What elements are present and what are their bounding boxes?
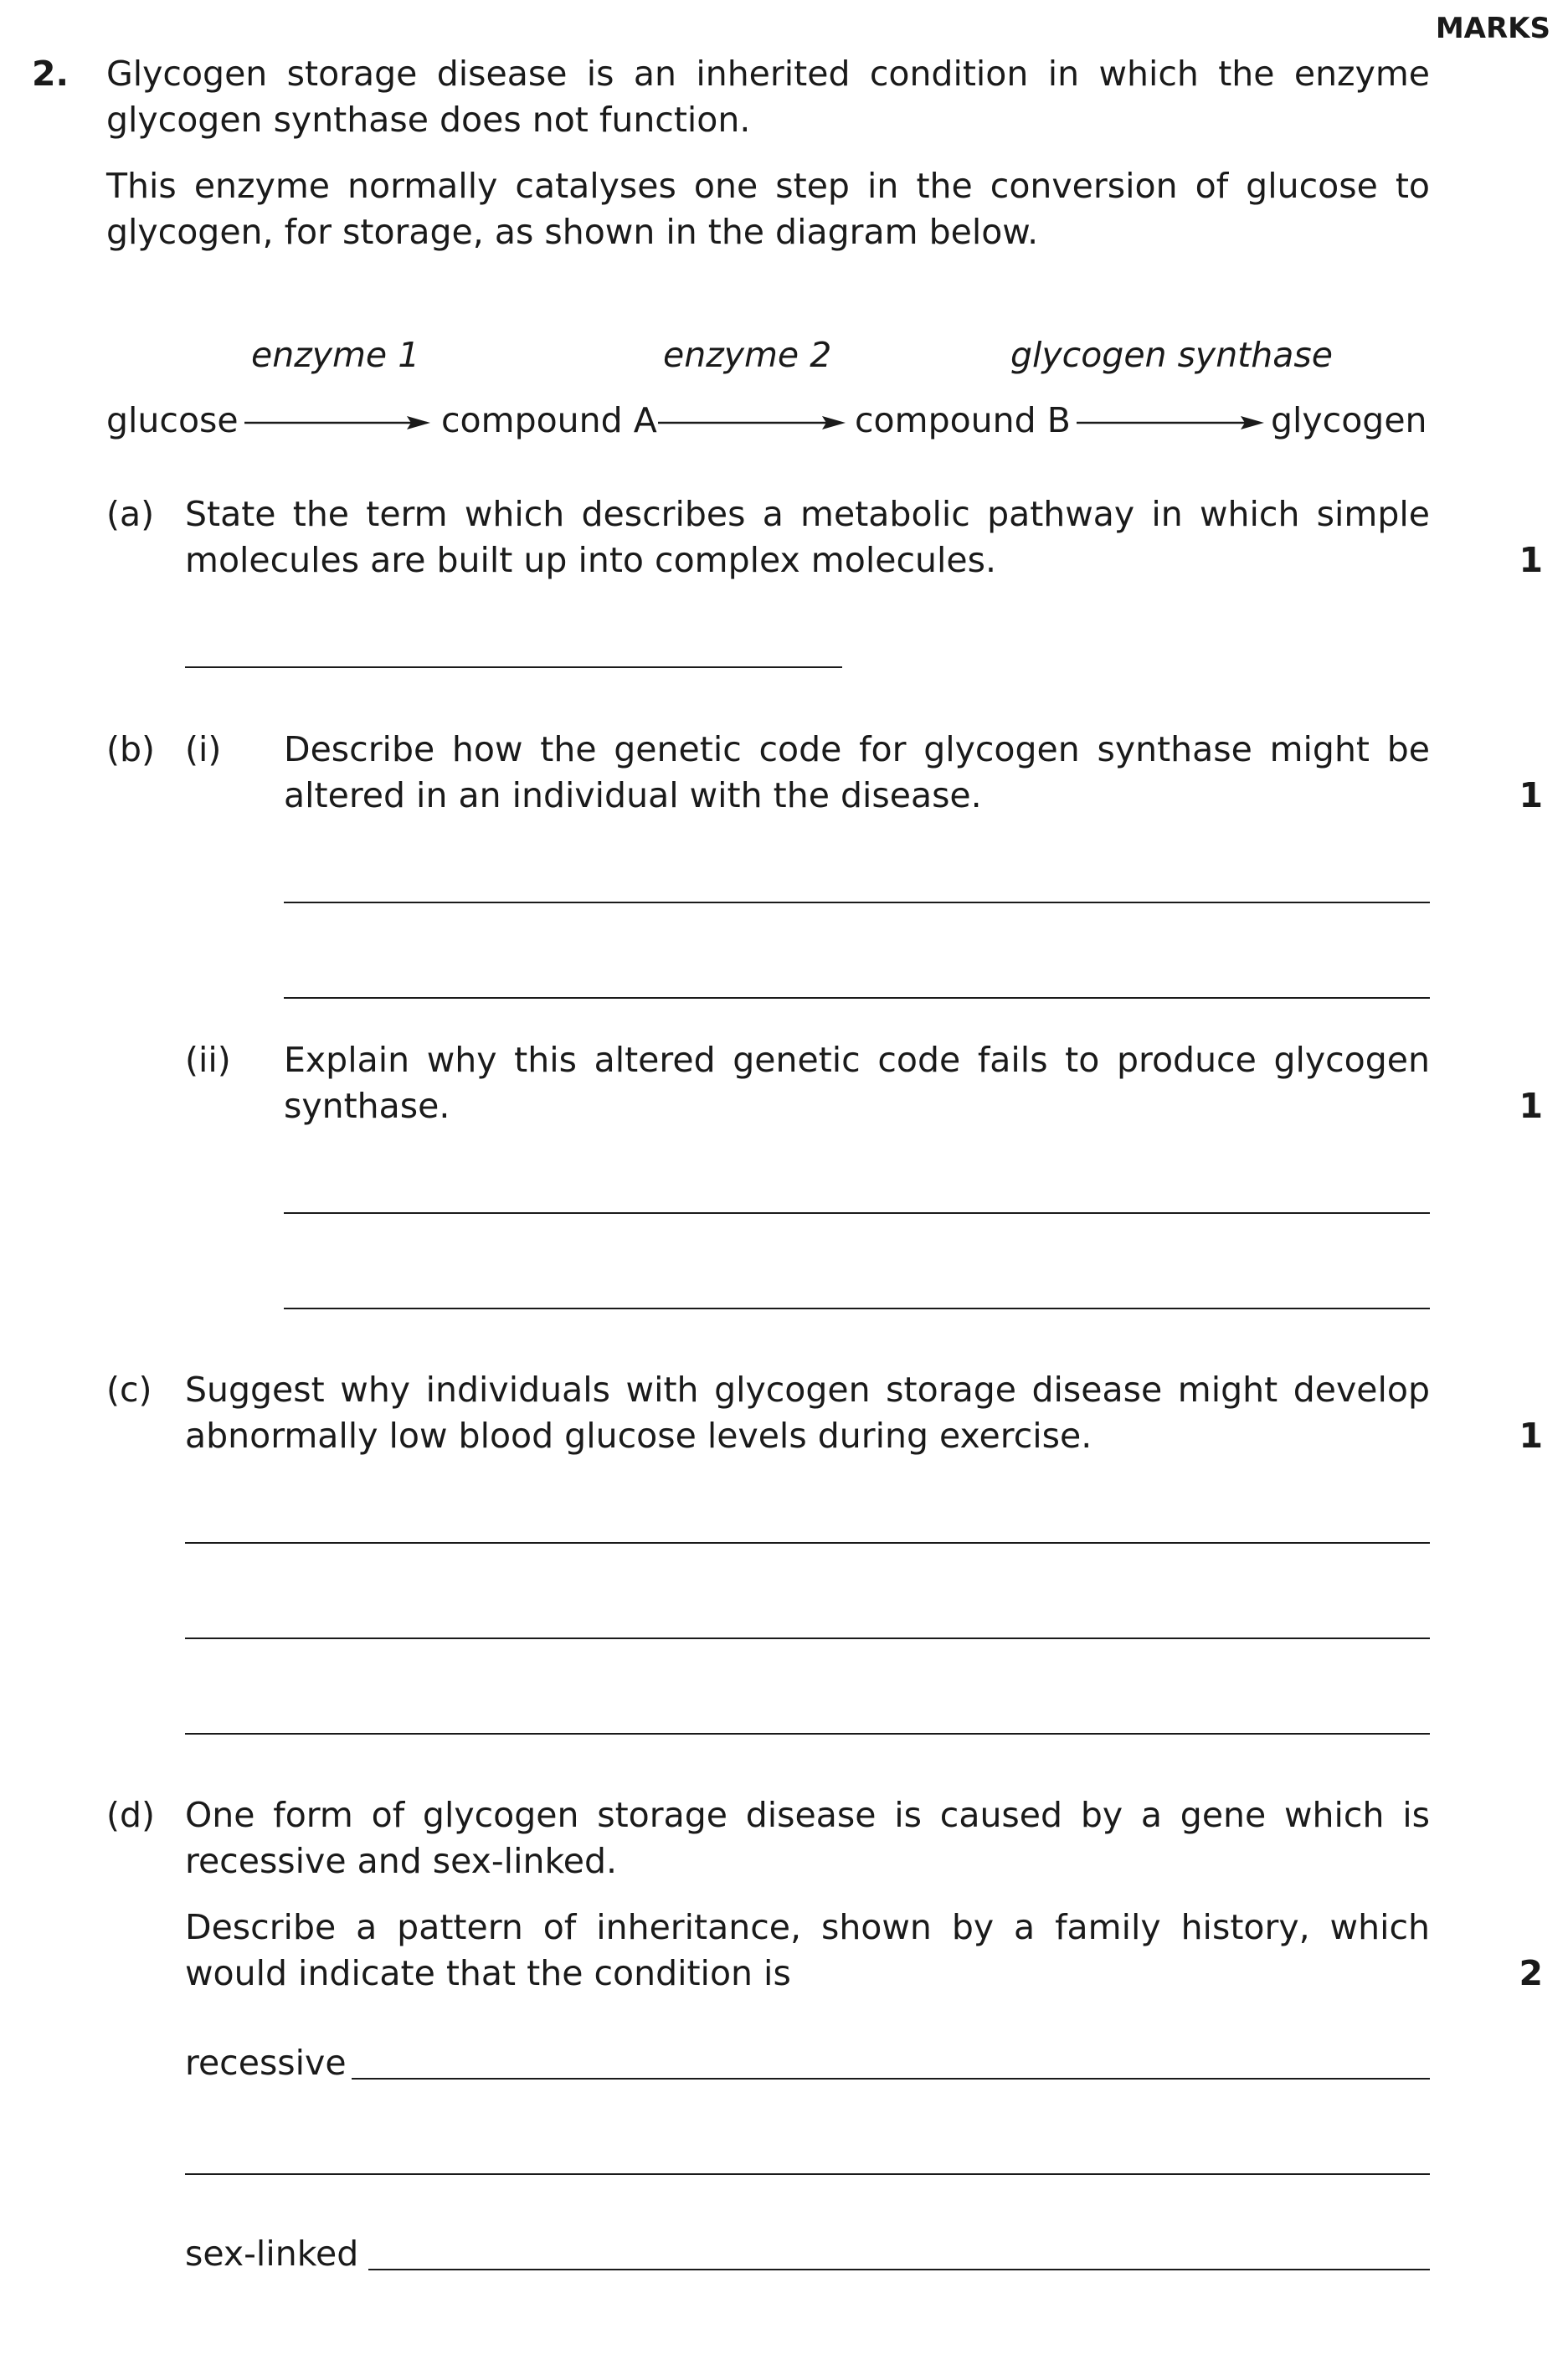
part-d-marks: 2 (1519, 1953, 1543, 1993)
answer-line-recessive-2[interactable] (185, 2173, 1430, 2175)
marks-column-header: MARKS (1435, 12, 1550, 45)
compound-label: compound A (441, 400, 657, 440)
part-a-question-line: State the term which describes a metabolic pathway in which simple (185, 494, 1430, 534)
sex-linked-label: sex-linked (185, 2234, 359, 2274)
recessive-label: recessive (185, 2043, 347, 2083)
reaction-arrow-icon (1077, 416, 1264, 429)
part-b-i-marks: 1 (1519, 775, 1543, 815)
enzyme-label: glycogen synthase (1010, 335, 1333, 375)
part-c-marks: 1 (1519, 1416, 1543, 1456)
compound-label: compound B (855, 400, 1071, 440)
part-c-question-line: abnormally low blood glucose levels during exercise. (185, 1416, 1092, 1456)
part-a-marks: 1 (1519, 540, 1543, 580)
intro-text-line: Glycogen storage disease is an inherited condition in which the enzyme (106, 54, 1430, 94)
part-a-label: (a) (106, 494, 155, 534)
part-d-question-line: would indicate that the condition is (185, 1953, 791, 1993)
part-b-label: (b) (106, 729, 156, 769)
part-b-i-question-line: Describe how the genetic code for glycogen synthase might be (284, 729, 1430, 769)
part-d-question-line: recessive and sex-linked. (185, 1841, 618, 1881)
answer-line-b-ii-2[interactable] (284, 1308, 1430, 1309)
part-d-question-line: One form of glycogen storage disease is caused by a gene which is (185, 1795, 1430, 1835)
compound-label: glycogen (1271, 400, 1427, 440)
part-b-ii-label: (ii) (185, 1040, 231, 1080)
part-b-ii-question-line: synthase. (284, 1086, 450, 1126)
reaction-arrow-icon (658, 416, 846, 429)
enzyme-label: enzyme 2 (663, 335, 832, 375)
answer-line-a1[interactable] (185, 666, 842, 668)
intro-text-line: glycogen, for storage, as shown in the diagram below. (106, 212, 1039, 252)
intro-text-line: This enzyme normally catalyses one step in the conversion of glucose to (106, 166, 1430, 206)
part-c-label: (c) (106, 1370, 152, 1410)
answer-line-recessive-1[interactable] (352, 2078, 1430, 2080)
part-b-i-question-line: altered in an individual with the disease. (284, 775, 982, 815)
part-b-ii-question-line: Explain why this altered genetic code fails to produce glycogen (284, 1040, 1430, 1080)
part-b-i-label: (i) (185, 729, 222, 769)
part-c-question-line: Suggest why individuals with glycogen storage disease might develop (185, 1370, 1430, 1410)
answer-line-sex-linked[interactable] (368, 2269, 1430, 2270)
answer-line-c-3[interactable] (185, 1733, 1430, 1735)
reaction-arrow-icon (244, 416, 430, 429)
question-number: 2. (32, 54, 69, 94)
compound-label: glucose (106, 400, 239, 440)
answer-line-c-2[interactable] (185, 1638, 1430, 1639)
answer-line-b-ii-1[interactable] (284, 1212, 1430, 1214)
part-d-label: (d) (106, 1795, 156, 1835)
part-d-question-line: Describe a pattern of inheritance, shown by a family history, which (185, 1907, 1430, 1947)
answer-line-c-1[interactable] (185, 1542, 1430, 1544)
answer-line-b-i-1[interactable] (284, 902, 1430, 903)
pathway-arrows (0, 0, 1568, 502)
enzyme-label: enzyme 1 (251, 335, 420, 375)
answer-line-b-i-2[interactable] (284, 997, 1430, 999)
part-a-question-line: molecules are built up into complex molecules. (185, 540, 996, 580)
intro-text-line: glycogen synthase does not function. (106, 100, 751, 140)
part-b-ii-marks: 1 (1519, 1086, 1543, 1126)
